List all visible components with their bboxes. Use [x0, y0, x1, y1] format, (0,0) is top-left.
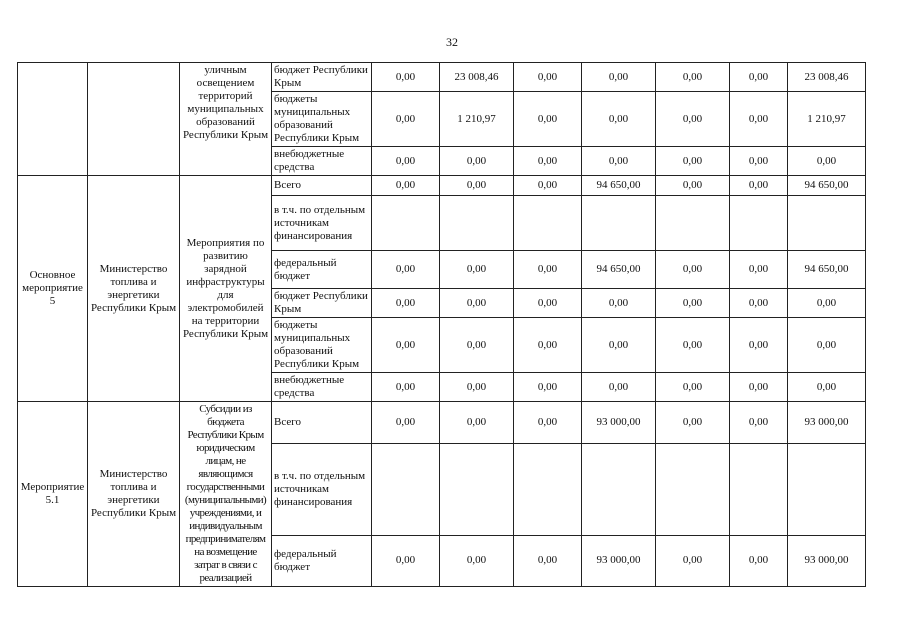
value-cell: 0,00 — [656, 176, 730, 196]
value-cell — [788, 196, 866, 251]
event-cell: Субсидии из бюджета Республики Крым юридическим лицам, не являющимся государственными (муниципальными) учреждениями, и индивидуальным предпринимателям на возмещение затрат в связи с реализацией — [180, 402, 272, 587]
value-cell: 0,00 — [440, 402, 514, 444]
value-cell: 0,00 — [788, 373, 866, 402]
value-cell: 0,00 — [514, 535, 582, 586]
value-cell: 0,00 — [582, 289, 656, 318]
value-cell: 0,00 — [656, 147, 730, 176]
value-cell: 0,00 — [440, 289, 514, 318]
value-cell: 0,00 — [582, 373, 656, 402]
executor-cell: Министерство топлива и энергетики Республики Крым — [88, 176, 180, 402]
value-cell: 94 650,00 — [788, 176, 866, 196]
value-cell — [656, 196, 730, 251]
value-cell: 0,00 — [730, 251, 788, 289]
value-cell: 0,00 — [656, 251, 730, 289]
value-cell: 94 650,00 — [582, 251, 656, 289]
status-cell: Основное мероприятие 5 — [18, 176, 88, 402]
table-row — [18, 402, 866, 444]
value-cell: 0,00 — [372, 92, 440, 147]
value-cell: 93 000,00 — [788, 402, 866, 444]
value-cell: 0,00 — [514, 176, 582, 196]
value-cell: 0,00 — [656, 92, 730, 147]
funding-source-cell: Всего — [272, 176, 372, 196]
value-cell — [372, 444, 440, 535]
value-cell: 0,00 — [440, 176, 514, 196]
value-cell: 0,00 — [730, 176, 788, 196]
value-cell: 0,00 — [514, 251, 582, 289]
value-cell — [730, 444, 788, 535]
event-cell: Мероприятия по развитию зарядной инфраструктуры для электромобилей на территории Республики Крым — [180, 176, 272, 402]
table-row — [18, 63, 866, 92]
value-cell: 0,00 — [656, 63, 730, 92]
value-cell — [656, 444, 730, 535]
funding-source-cell: федеральный бюджет — [272, 251, 372, 289]
value-cell — [514, 196, 582, 251]
value-cell: 0,00 — [514, 373, 582, 402]
value-cell: 0,00 — [440, 535, 514, 586]
value-cell: 23 008,46 — [440, 63, 514, 92]
value-cell: 0,00 — [514, 147, 582, 176]
value-cell — [372, 196, 440, 251]
value-cell: 93 000,00 — [582, 535, 656, 586]
value-cell: 0,00 — [514, 318, 582, 373]
status-cell: Мероприятие 5.1 — [18, 402, 88, 587]
value-cell: 0,00 — [730, 535, 788, 586]
value-cell — [582, 196, 656, 251]
value-cell: 0,00 — [730, 147, 788, 176]
value-cell: 93 000,00 — [788, 535, 866, 586]
value-cell: 0,00 — [788, 318, 866, 373]
value-cell: 0,00 — [440, 251, 514, 289]
funding-source-cell: федеральный бюджет — [272, 535, 372, 586]
value-cell: 0,00 — [582, 63, 656, 92]
value-cell: 0,00 — [656, 535, 730, 586]
value-cell: 0,00 — [788, 147, 866, 176]
budget-table — [17, 62, 866, 587]
value-cell: 0,00 — [372, 318, 440, 373]
value-cell: 0,00 — [582, 92, 656, 147]
value-cell: 94 650,00 — [788, 251, 866, 289]
value-cell: 0,00 — [656, 318, 730, 373]
value-cell: 0,00 — [730, 63, 788, 92]
funding-source-cell: внебюджетные средства — [272, 373, 372, 402]
status-cell — [18, 63, 88, 176]
value-cell: 0,00 — [440, 318, 514, 373]
value-cell — [730, 196, 788, 251]
value-cell: 0,00 — [730, 373, 788, 402]
value-cell: 0,00 — [514, 92, 582, 147]
value-cell: 1 210,97 — [788, 92, 866, 147]
funding-source-cell: Всего — [272, 402, 372, 444]
value-cell: 0,00 — [730, 402, 788, 444]
value-cell: 0,00 — [730, 318, 788, 373]
value-cell — [514, 444, 582, 535]
value-cell: 0,00 — [730, 92, 788, 147]
funding-source-cell: бюджеты муниципальных образований Республики Крым — [272, 92, 372, 147]
value-cell: 93 000,00 — [582, 402, 656, 444]
value-cell: 0,00 — [372, 251, 440, 289]
value-cell: 0,00 — [372, 63, 440, 92]
value-cell: 94 650,00 — [582, 176, 656, 196]
value-cell: 0,00 — [440, 373, 514, 402]
funding-source-cell: в т.ч. по отдельным источникам финансирования — [272, 196, 372, 251]
value-cell: 0,00 — [440, 147, 514, 176]
value-cell: 0,00 — [372, 373, 440, 402]
value-cell — [440, 444, 514, 535]
table-row — [18, 176, 866, 196]
value-cell: 0,00 — [372, 289, 440, 318]
value-cell: 0,00 — [514, 63, 582, 92]
event-cell: уличным освещением территорий муниципальных образований Республики Крым — [180, 63, 272, 176]
value-cell: 23 008,46 — [788, 63, 866, 92]
value-cell: 0,00 — [582, 318, 656, 373]
value-cell: 0,00 — [730, 289, 788, 318]
value-cell — [582, 444, 656, 535]
funding-source-cell: внебюджетные средства — [272, 147, 372, 176]
executor-cell: Министерство топлива и энергетики Республики Крым — [88, 402, 180, 587]
value-cell: 0,00 — [514, 402, 582, 444]
executor-cell — [88, 63, 180, 176]
value-cell: 0,00 — [656, 402, 730, 444]
value-cell: 0,00 — [582, 147, 656, 176]
value-cell: 0,00 — [656, 373, 730, 402]
value-cell: 0,00 — [656, 289, 730, 318]
value-cell: 1 210,97 — [440, 92, 514, 147]
funding-source-cell: бюджет Республики Крым — [272, 289, 372, 318]
value-cell — [440, 196, 514, 251]
page-number: 32 — [446, 35, 458, 49]
funding-source-cell: в т.ч. по отдельным источникам финансирования — [272, 444, 372, 535]
value-cell: 0,00 — [372, 535, 440, 586]
value-cell: 0,00 — [514, 289, 582, 318]
value-cell: 0,00 — [372, 147, 440, 176]
value-cell — [788, 444, 866, 535]
value-cell: 0,00 — [372, 176, 440, 196]
funding-source-cell: бюджет Республики Крым — [272, 63, 372, 92]
funding-source-cell: бюджеты муниципальных образований Республики Крым — [272, 318, 372, 373]
value-cell: 0,00 — [372, 402, 440, 444]
value-cell: 0,00 — [788, 289, 866, 318]
